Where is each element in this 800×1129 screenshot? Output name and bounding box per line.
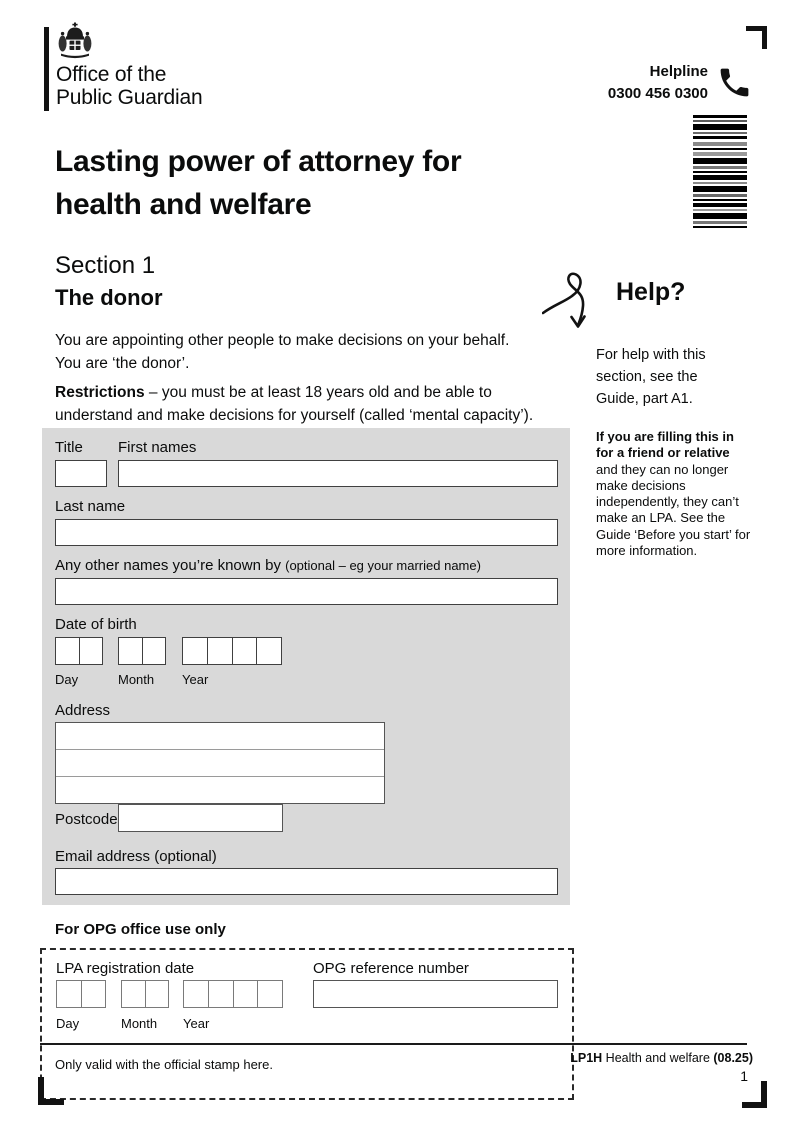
doodle-arrow-icon	[542, 269, 606, 339]
registration-year-input[interactable]	[183, 980, 283, 1008]
intro-line2: You are ‘the donor’.	[55, 355, 190, 372]
org-name-line2: Public Guardian	[56, 86, 203, 109]
other-names-label-text: Any other names you’re known by	[55, 557, 281, 574]
page-number: 1	[740, 1068, 748, 1084]
donor-details-panel	[42, 428, 570, 905]
email-label: Email address (optional)	[55, 848, 217, 865]
restrictions-bold: Restrictions	[55, 384, 145, 401]
first-names-input[interactable]	[118, 460, 558, 487]
restrictions-text	[55, 381, 571, 427]
document-title	[55, 140, 615, 226]
help-note	[596, 429, 752, 559]
address-line2-input[interactable]	[56, 749, 384, 776]
last-name-input[interactable]	[55, 519, 558, 546]
title-label: Title	[55, 439, 83, 456]
other-names-input[interactable]	[55, 578, 558, 605]
postcode-label: Postcode	[55, 811, 118, 828]
help-guide-text: For help with this section, see the Guide, part A1.	[596, 347, 706, 407]
crop-mark-top-right	[746, 26, 767, 49]
stamp-validity-text: Only valid with the official stamp here.	[55, 1057, 273, 1072]
helpline-number: 0300 456 0300	[607, 85, 708, 102]
restrictions-rest: – you must be at least 18 years old and be able to understand and make decisions for yourself (called ‘mental capacity’).	[55, 384, 534, 424]
form-reference	[570, 1051, 753, 1065]
barcode	[693, 115, 747, 228]
registration-date-label: LPA registration date	[56, 960, 195, 977]
opg-reference-input[interactable]	[313, 980, 558, 1008]
helpline-block	[500, 61, 708, 105]
registration-day-label: Day	[56, 1016, 80, 1031]
org-name-line1: Office of the	[56, 63, 167, 86]
office-use-box	[40, 948, 574, 1100]
address-input[interactable]	[55, 722, 385, 804]
document-title-line1: Lasting power of attorney for	[55, 145, 462, 178]
form-version: (08.25)	[713, 1051, 753, 1065]
document-title-line2: health and welfare	[55, 188, 312, 221]
dob-year-input[interactable]	[182, 637, 282, 665]
first-names-label: First names	[118, 439, 197, 456]
registration-day-input[interactable]	[56, 980, 106, 1008]
registration-month-label: Month	[121, 1016, 158, 1031]
other-names-label	[55, 557, 481, 574]
form-name: Health and welfare	[605, 1051, 710, 1065]
dob-label: Date of birth	[55, 616, 137, 633]
dob-month-input[interactable]	[118, 637, 166, 665]
other-names-hint: (optional – eg your married name)	[285, 558, 481, 573]
help-note-rest: and they can no longer make decisions independently, they can’t make an LPA. See the Guide ‘Before you start’ for more information.	[596, 461, 751, 559]
intro-line1: You are appointing other people to make decisions on your behalf.	[55, 332, 510, 349]
address-line1-input[interactable]	[56, 723, 384, 749]
registration-month-input[interactable]	[121, 980, 169, 1008]
logo-divider-bar	[44, 27, 49, 111]
opg-reference-label: OPG reference number	[313, 960, 469, 977]
help-note-bold: If you are filling this in for a friend or relative	[596, 429, 734, 461]
dob-day-input[interactable]	[55, 637, 103, 665]
registration-year-label: Year	[183, 1016, 210, 1031]
helpline-label: Helpline	[649, 63, 708, 80]
crop-mark-bottom-left	[38, 1077, 64, 1105]
office-use-heading: For OPG office use only	[55, 921, 226, 938]
org-name	[56, 63, 202, 109]
footer-rule	[40, 1043, 747, 1045]
section-title: The donor	[55, 285, 163, 310]
crop-mark-bottom-right	[742, 1081, 767, 1108]
last-name-label: Last name	[55, 498, 126, 515]
form-code: LP1H	[570, 1051, 603, 1065]
help-heading: Help?	[616, 278, 686, 306]
title-input[interactable]	[55, 460, 107, 487]
royal-crest-icon	[56, 22, 94, 60]
address-line3-input[interactable]	[56, 776, 384, 803]
section-number: Section 1	[55, 252, 156, 279]
dob-year-label: Year	[182, 672, 209, 687]
dob-day-label: Day	[55, 672, 79, 687]
phone-icon	[716, 64, 753, 101]
address-label: Address	[55, 702, 111, 719]
dob-month-label: Month	[118, 672, 155, 687]
postcode-input[interactable]	[118, 804, 283, 832]
intro-text	[55, 329, 585, 375]
email-input[interactable]	[55, 868, 558, 895]
